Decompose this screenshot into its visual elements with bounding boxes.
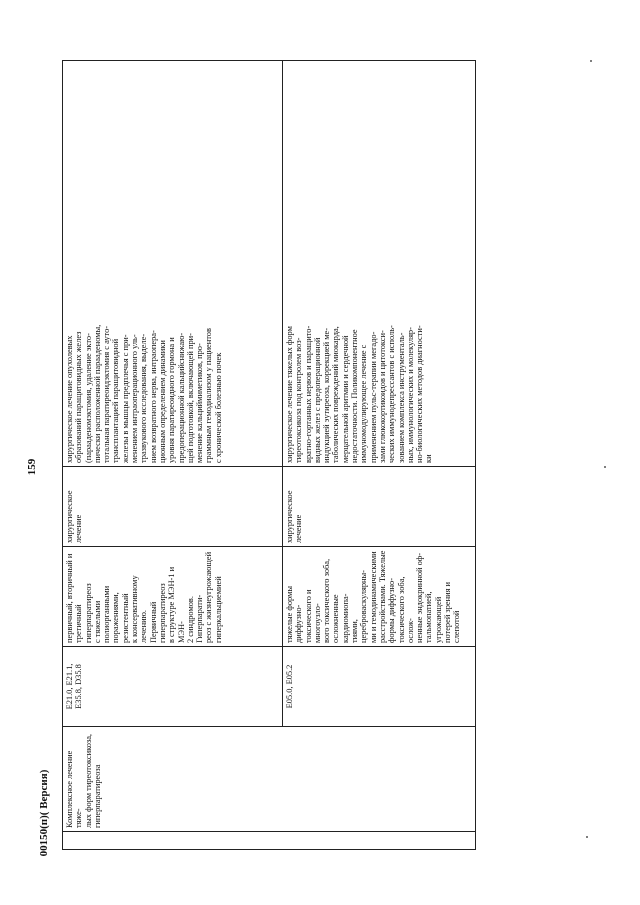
diagnosis-codes-cell: E21.0, E21.1, E35.8, D35.8 [63, 646, 283, 726]
patient-model-cell: тяжелые формы диффузно- токсического и многоузло- вого токсического зоба, осложненные кардиомиопа- тиями, цереброваскулярны- ми и гемодинамическими расстройствами. Тяжелые формы диффузно- токсического зоба, ослож- ненные эндокринной оф- тальмопатией, угрожающей потерей зрения и слепотой [283, 546, 476, 646]
care-profile-cell: Комплексное лечение тяже- лых форм тиреотоксикоза, гиперпаратиреоза [63, 726, 476, 831]
scan-speck [590, 60, 592, 62]
patient-model-cell: первичный, вторичный и третичный гиперпаратиреоз с тяжелыми полиорганными поражениями, резистентный к консервативному лечению. Первичный гиперпаратиреоз в структуре МЭН-1 и МЭН- 2 синдромов. Гиперпарати- реоз с жизнеугрожающей гиперкальциемией [63, 546, 283, 646]
treatment-method-cell: хирургическое лечение тяжелых форм тиреотоксикоза под контролем воз- вратно-гортанных нервов и паращито- видных желез с предоперационной индукцией эутиреоза, коррекцией ме- таболических повреждений миокарда, мерцательной аритмии и сердечной недостаточности. Поликомпонентное иммуномодулирующее лечение с применением пульс-терапии мегадо- зами глюкокортикоидов и цитотокси- ческих иммунодепрессантов с исполь- зованием комплекса инструменталь- ных, иммунологических и молекуляр- но-биологических методов диагности- ки [285, 325, 434, 463]
treatment-type-cell: хирургическое лечение [63, 466, 283, 546]
rotated-table-wrapper [62, 60, 476, 850]
medical-care-table [62, 60, 476, 850]
scan-speck [604, 466, 606, 468]
treatment-type-cell: хирургическое лечение [283, 466, 476, 546]
diagnosis-codes-cell: E05.0, E05.2 [283, 646, 476, 726]
treatment-method-cell: хирургическое лечение опухолевых образований паращитовидных желез (парааденомэктомия, удаление экто- пически расположенной парааденомы, тотальная паратиреоидэктомия с ауто- трансплантацией паращитовидной железы в мышцы предплечья с при- менением интраоперационного уль- тразвукового исследования, выделе- нием возвратного нерва, интраопера- ционным определением динамики уровня паратиреоидного гормона и предоперационной кальцийснижаю- щей подготовкой, включающей при- менение кальциймиметиков, про- граммным гемодиализом у пациентов с хронической болезнью почек [63, 60, 283, 466]
scan-speck [586, 836, 588, 838]
page-number: 159 [26, 458, 38, 476]
document-version-code: 00150(п)( Версия) [38, 769, 50, 857]
row-number-cell [63, 831, 476, 849]
